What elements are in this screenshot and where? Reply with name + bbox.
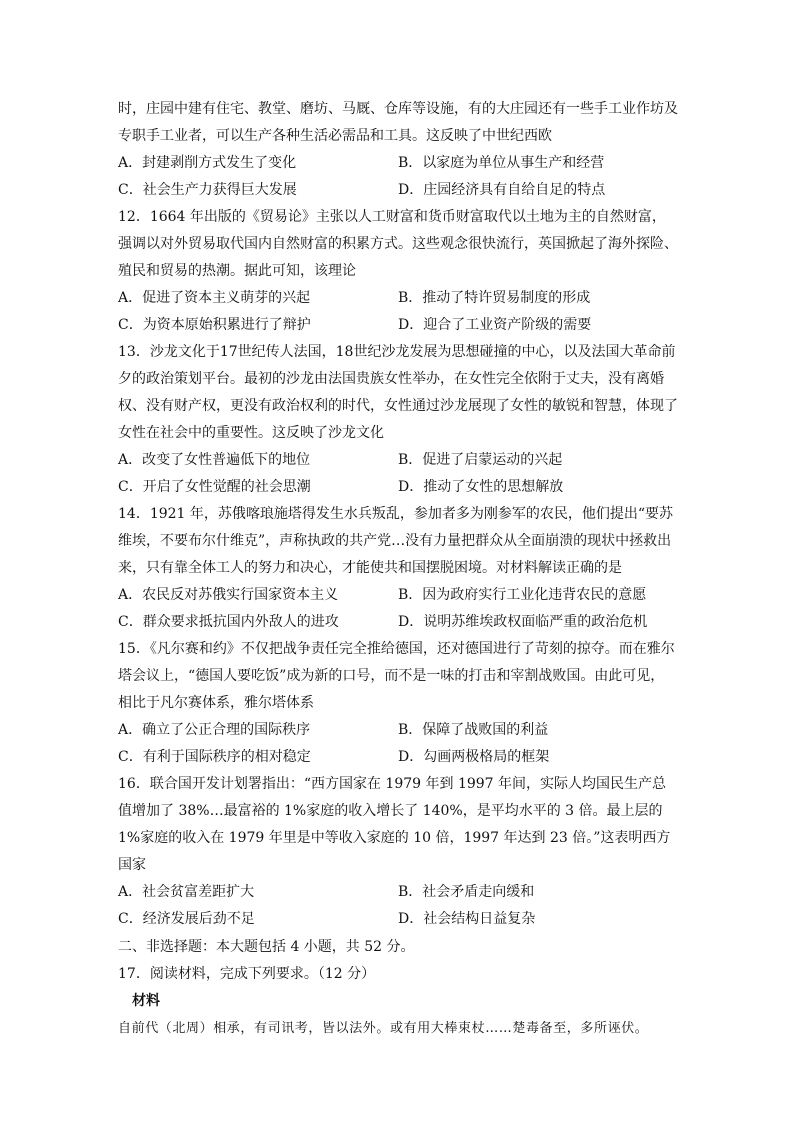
- q14-option-a: A．农民反对苏俄实行国家资本主义: [118, 587, 339, 603]
- q12-option-b: B．推动了特许贸易制度的形成: [398, 290, 591, 306]
- q14-stem: 14．1921 年，苏俄喀琅施塔得发生水兵叛乱，参加者多为刚参军的农民，他们提出“要苏维埃，不要布尔什维克”，声称执政的共产党…没有力量把群众从全面崩溃的现状中拯救出来，只有靠全体工人的努力和决心，才能使共和国摆脱困境。对材料解读正确的是: [118, 506, 674, 576]
- q13-option-c: C．开启了女性觉醒的社会思潮: [118, 479, 311, 495]
- q14-options-row2: [118, 609, 678, 636]
- q12-option-c: C．为资本原始积累进行了辩护: [118, 317, 311, 333]
- q14-options-row1: [118, 582, 678, 609]
- q11-options-row2: [118, 177, 678, 204]
- q13-stem: 13．沙龙文化于17世纪传人法国，18世纪沙龙发展为思想碰撞的中心，以及法国大革命前夕的政治策划平台。最初的沙龙由法国贵族女性举办，在女性完全依附于丈夫，没有离婚权、没有财产权，更没有政治权利的时代，女性通过沙龙展现了女性的敏锐和智慧，体现了女性在社会中的重要性。这反映了沙龙文化: [118, 344, 678, 441]
- q12-option-a: A．促进了资本主义萌芽的兴起: [118, 290, 311, 306]
- q16-option-d: D．社会结构日益复杂: [398, 911, 536, 927]
- q14-option-b: B．因为政府实行工业化违背农民的意愿: [398, 587, 647, 603]
- q13-option-b: B．促进了启蒙运动的兴起: [398, 452, 563, 468]
- q16-option-a: A．社会贫富差距扩大: [118, 884, 255, 900]
- q15-options-row2: [118, 744, 678, 771]
- q12-option-d: D．迎合了工业资产阶级的需要: [398, 317, 592, 333]
- q16-option-b: B．社会矛盾走向缓和: [398, 884, 535, 900]
- q17-stem: 17．阅读材料，完成下列要求。（12 分）: [118, 966, 376, 982]
- q15-option-d: D．勾画两极格局的框架: [398, 749, 550, 765]
- q15-option-b: B．保障了战败国的利益: [398, 722, 549, 738]
- q11-option-b: B．以家庭为单位从事生产和经营: [398, 155, 605, 171]
- q12-stem: 12．1664 年出版的《贸易论》主张以人工财富和货币财富取代以土地为主的自然财富，强调以对外贸易取代国内自然财富的积累方式。这些观念很快流行，英国掀起了海外探险、殖民和贸易的热潮。据此可知，该理论: [118, 209, 678, 279]
- q16-options-row2: [118, 906, 678, 933]
- q14-option-d: D．说明苏维埃政权面临严重的政治危机: [398, 614, 648, 630]
- q15-option-c: C．有利于国际秩序的相对稳定: [118, 749, 311, 765]
- section-heading: 二、非选择题：本大题包括 4 小题，共 52 分。: [118, 939, 415, 955]
- q13-options-row2: [118, 474, 678, 501]
- q13-options-row1: [118, 447, 678, 474]
- q11-option-c: C．社会生产力获得巨大发展: [118, 182, 297, 198]
- q11-option-a: A．封建剥削方式发生了变化: [118, 155, 297, 171]
- q13-option-a: A．改变了女性普遍低下的地位: [118, 452, 311, 468]
- q11-stem: 时，庄园中建有住宅、教堂、磨坊、马厩、仓库等设施，有的大庄园还有一些手工业作坊及专职手工业者，可以生产各种生活必需品和工具。这反映了中世纪西欧: [118, 101, 678, 144]
- q15-option-a: A．确立了公正合理的国际秩序: [118, 722, 311, 738]
- q12-options-row1: [118, 285, 678, 312]
- q15-options-row1: [118, 717, 678, 744]
- material-title: 材料: [132, 993, 160, 1009]
- material-text: 自前代（北周）相承，有司讯考，皆以法外。或有用大棒束杖……楚毒备至，多所诬伏。: [118, 1021, 649, 1036]
- q13-option-d: D．推动了女性的思想解放: [398, 479, 564, 495]
- q15-stem: 15．《凡尔赛和约》不仅把战争责任完全推给德国，还对德国进行了苛刻的掠夺。而在雅尔塔会议上，“德国人要吃饭”成为新的口号，而不是一味的打击和宰割战败国。由此可见，相比于凡尔赛体系，雅尔塔体系: [118, 641, 675, 711]
- q12-options-row2: [118, 312, 678, 339]
- exam-page: [118, 96, 678, 1042]
- q16-options-row1: [118, 879, 678, 906]
- q11-options-row1: [118, 150, 678, 177]
- q14-option-c: C．群众要求抵抗国内外敌人的进攻: [118, 614, 339, 630]
- q16-option-c: C．经济发展后劲不足: [118, 911, 255, 927]
- q16-stem: 16．联合国开发计划署指出：“西方国家在 1979 年到 1997 年间，实际人均国民生产总值增加了 38%…最富裕的 1%家庭的收入增长了 140%，是平均水平的 3 倍。最上层的 1%家庭的收入在 1979 年里是中等收入家庭的 10 倍，1997 年达到 23 倍。”这表明西方国家: [118, 776, 671, 873]
- q11-option-d: D．庄园经济具有自给自足的特点: [398, 182, 606, 198]
